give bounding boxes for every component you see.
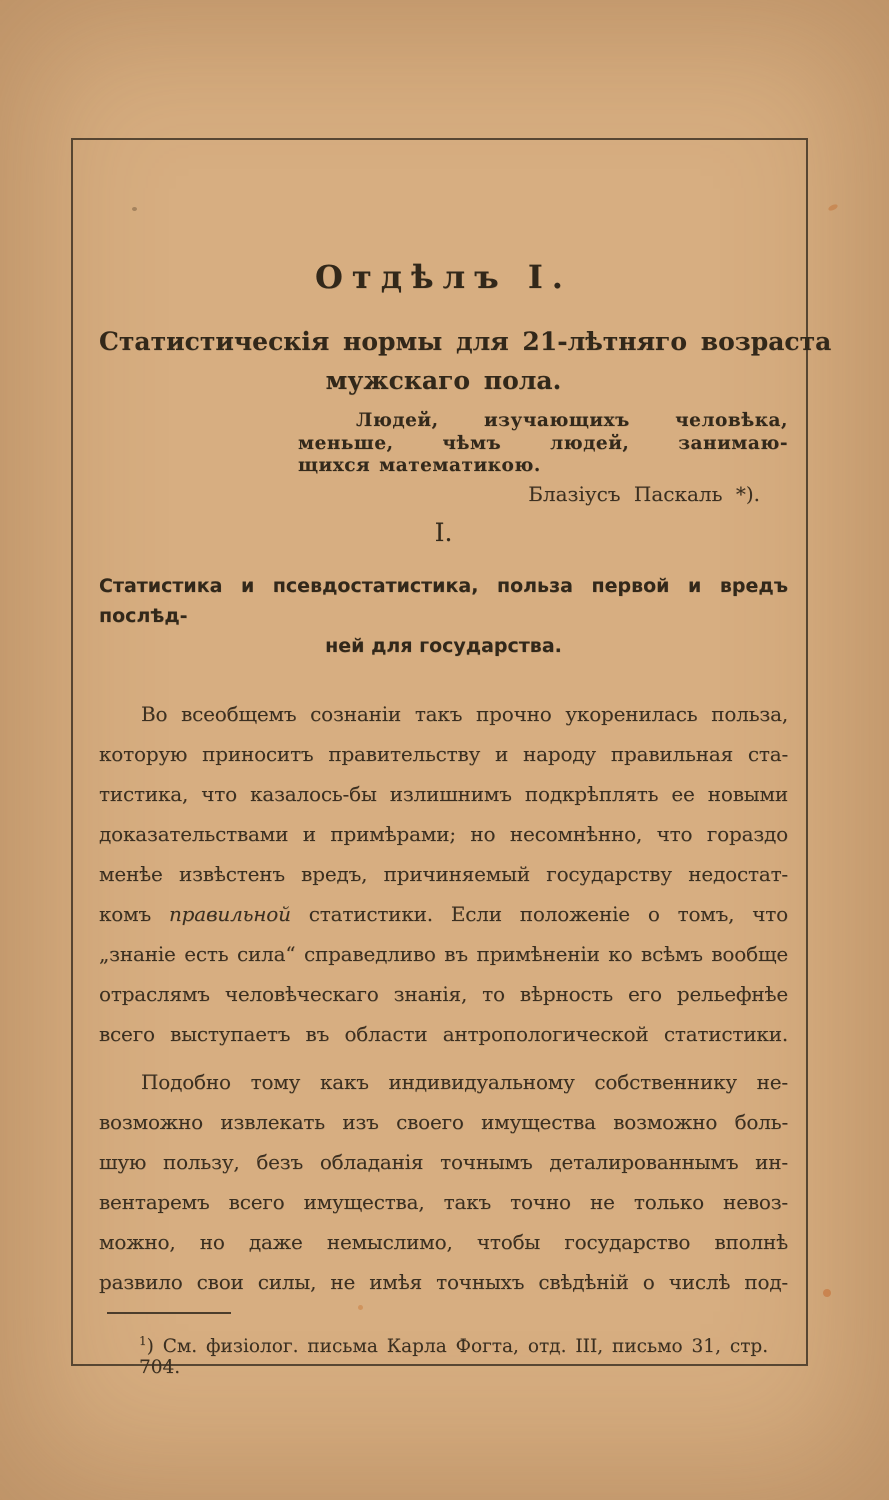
body-text-line: Подобно тому какъ индивидуальному собственнику не-	[141, 1069, 788, 1094]
epigraph-attribution: Блазіусъ Паскаль *).	[528, 481, 760, 506]
body-text-line: можно, но даже немыслимо, чтобы государство вполнѣ	[99, 1229, 788, 1254]
paper-stain	[358, 1305, 363, 1310]
body-text-line: вентаремъ всего имущества, такъ точно не только невоз-	[99, 1189, 788, 1214]
epigraph-line: щихся математикою.	[298, 455, 541, 476]
body-text-line: всего выступаетъ въ области антропологической статистики.	[99, 1021, 788, 1046]
footnote-separator	[107, 1312, 231, 1314]
emphasized-text: правильной	[168, 901, 291, 926]
body-text-line: доказательствами и примѣрами; но несомнѣнно, что гораздо	[99, 821, 788, 846]
text-segment: комъ	[99, 901, 169, 926]
footnote	[99, 1334, 788, 1378]
chapter-subtitle	[99, 571, 788, 661]
chapter-numeral: I.	[434, 517, 453, 547]
footnote-marker: 1	[139, 1333, 147, 1348]
body-text-line: тистика, что казалось-бы излишнимъ подкрѣплять ее новыми	[99, 781, 788, 806]
body-text-line: менѣе извѣстенъ вредъ, причиняемый государству недостат-	[99, 861, 788, 886]
paragraph-2	[99, 1062, 788, 1302]
body-text-line: которую приноситъ правительству и народу правильная ста-	[99, 741, 788, 766]
epigraph-line: Людей, изучающихъ человѣка,	[356, 410, 788, 431]
title-line: Статистическія нормы для 21-лѣтняго возраста	[99, 327, 832, 356]
page-title	[99, 322, 832, 400]
body-text	[99, 694, 788, 1302]
page-border-frame	[71, 138, 832, 1378]
footnote-text: См. физіолог. письма Карла Фогта, отд. III, письмо 31, стр. 704.	[139, 1335, 769, 1378]
body-text-line: Во всеобщемъ сознаніи такъ прочно укоренилась польза,	[141, 701, 788, 726]
epigraph-line: меньше, чѣмъ людей, занимаю-	[298, 432, 788, 454]
subtitle-line: Статистика и псевдостатистика, польза первой и вредъ послѣд-	[99, 574, 788, 627]
paper-stain	[827, 203, 838, 212]
paper-stain	[132, 207, 137, 211]
body-text-line: „знаніе есть сила“ справедливо въ примѣненіи ко всѣмъ вообще	[99, 941, 788, 966]
title-line: мужскаго пола.	[325, 366, 562, 395]
body-text-line: отраслямъ человѣческаго знанія, то вѣрность его рельефнѣе	[99, 981, 788, 1006]
body-text-line	[99, 894, 788, 934]
section-heading: Отдѣлъ I.	[315, 258, 572, 296]
subtitle-line: ней для государства.	[325, 634, 562, 657]
body-text-line: развило свои силы, не имѣя точныхъ свѣдѣній о числѣ под-	[99, 1269, 788, 1294]
body-text-line: шую пользу, безъ обладанія точнымъ деталированнымъ ин-	[99, 1149, 788, 1174]
paper-stain	[823, 1289, 831, 1297]
epigraph	[298, 410, 788, 478]
paragraph-1	[99, 694, 788, 1054]
body-text-line: возможно извлекать изъ своего имущества возможно боль-	[99, 1109, 788, 1134]
footnote-marker-paren: )	[146, 1335, 163, 1357]
text-segment: статистики. Если положеніе о томъ, что	[290, 901, 788, 926]
